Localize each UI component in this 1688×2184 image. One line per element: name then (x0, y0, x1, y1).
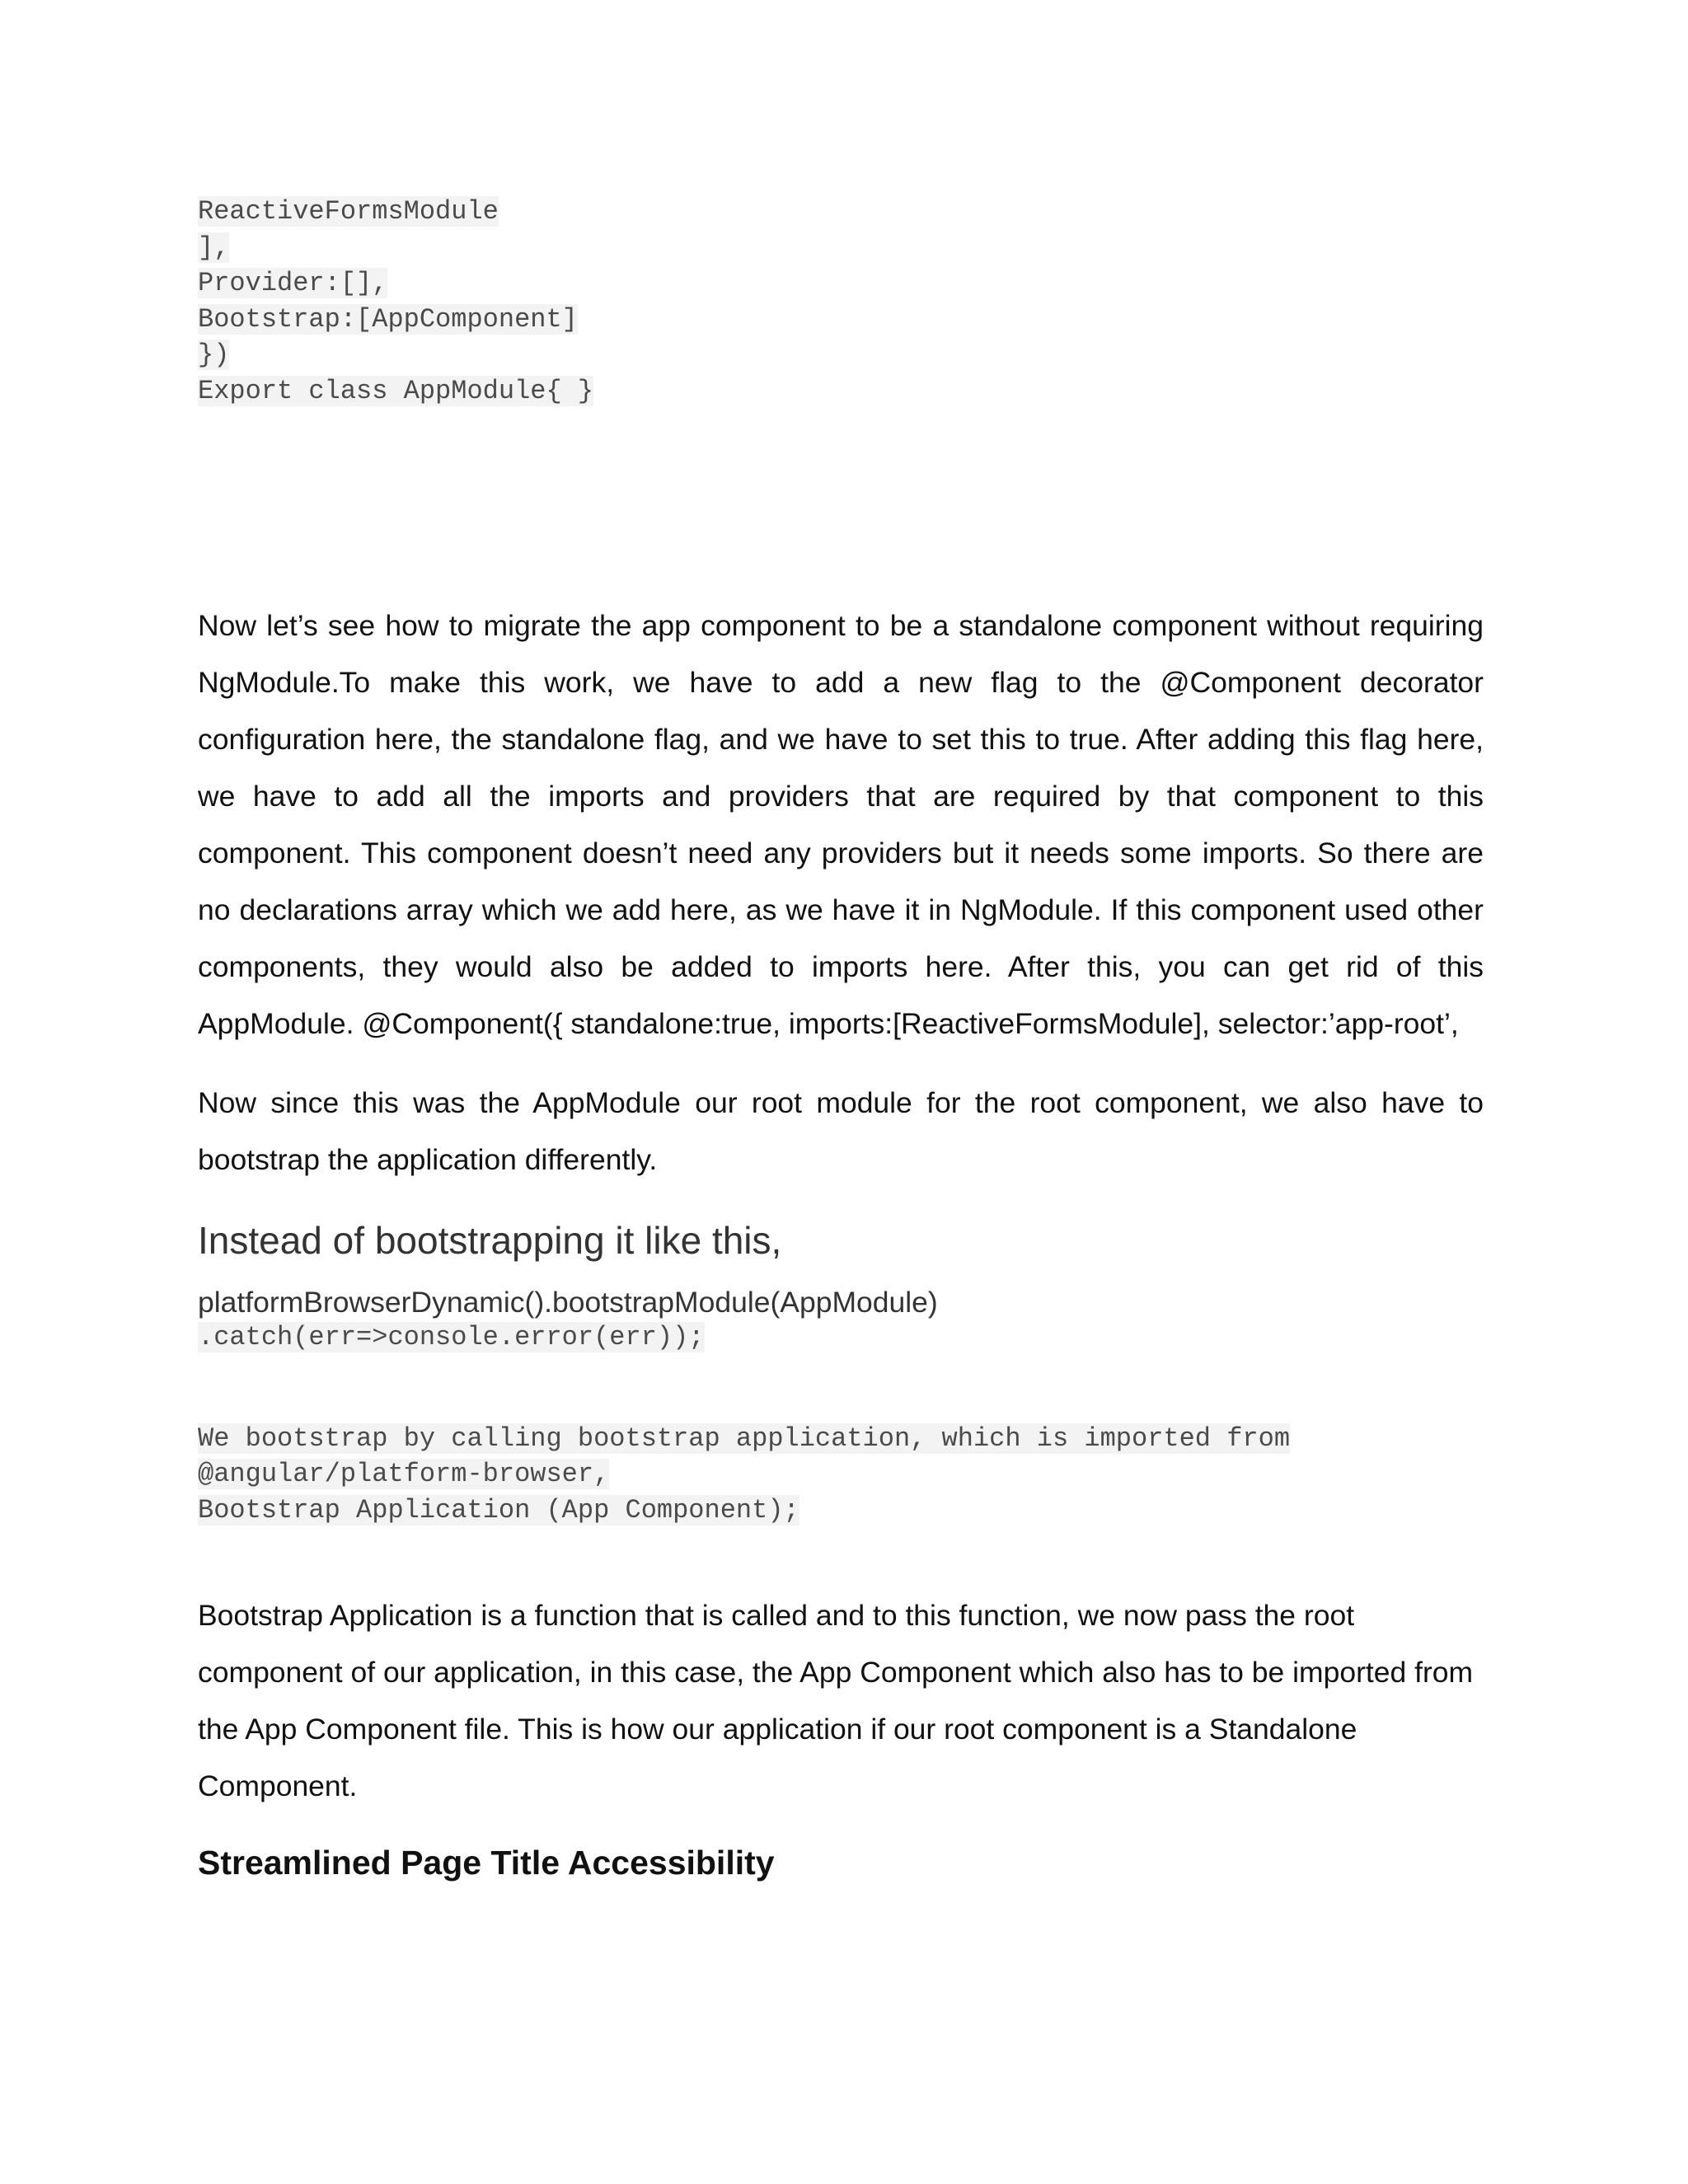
code-line: Export class AppModule{ } (198, 375, 594, 406)
code-line: We bootstrap by calling bootstrap application, which is imported from (198, 1422, 1291, 1454)
code-line: }) (198, 340, 230, 370)
code-line: ], (198, 232, 230, 263)
bootstrap-example (198, 1283, 1484, 1356)
paragraph-standalone-migration: Now let’s see how to migrate the app component to be a standalone component without requiring NgModule.To make this work, we have to add a new flag to the @Component decorator configuration here, the standalone flag, and we have to set this to true. After adding this flag here, we have to add all the imports and providers that are required by that component to this component. This component doesn’t need any providers but it needs some imports. So there are no declarations array which we add here, as we have it in NgModule. If this component used other components, they would also be added to imports here. After this, you can get rid of this AppModule. @Component({ standalone:true, imports:[ReactiveFormsModule], selector:’app-root’, (198, 609, 1484, 1040)
code-line: ReactiveFormsModule (198, 196, 499, 227)
section-heading-page-title-accessibility: Streamlined Page Title Accessibility (198, 1844, 775, 1882)
code-line: @angular/platform-browser, (198, 1459, 610, 1489)
bootstrap-example-line-1: platformBrowserDynamic().bootstrapModule(AppModule) (198, 1286, 938, 1319)
paragraph-bootstrap-application-explained: Bootstrap Application is a function that is called and to this function, we now pass the root component of our application, in this case, the App Component which also has to be imported from the App Component file. This is how our application if our root component is a Standalone Component. (198, 1599, 1474, 1802)
code-line: Bootstrap Application (App Component); (198, 1494, 799, 1526)
code-line: Bootstrap:[AppComponent] (198, 303, 578, 335)
bootstrap-example-line-2: .catch(err=>console.error(err)); (198, 1322, 705, 1352)
code-line: Provider:[], (198, 268, 388, 298)
subheading-instead-of-bootstrapping: Instead of bootstrapping it like this, (198, 1219, 782, 1262)
code-block-app-module (198, 194, 1484, 409)
code-block-bootstrap-application (198, 1421, 1484, 1529)
page-content (198, 194, 1484, 1886)
paragraph-bootstrap-differently: Now since this was the AppModule our root module for the root component, we also have to bootstrap the application differently. (198, 1086, 1484, 1176)
